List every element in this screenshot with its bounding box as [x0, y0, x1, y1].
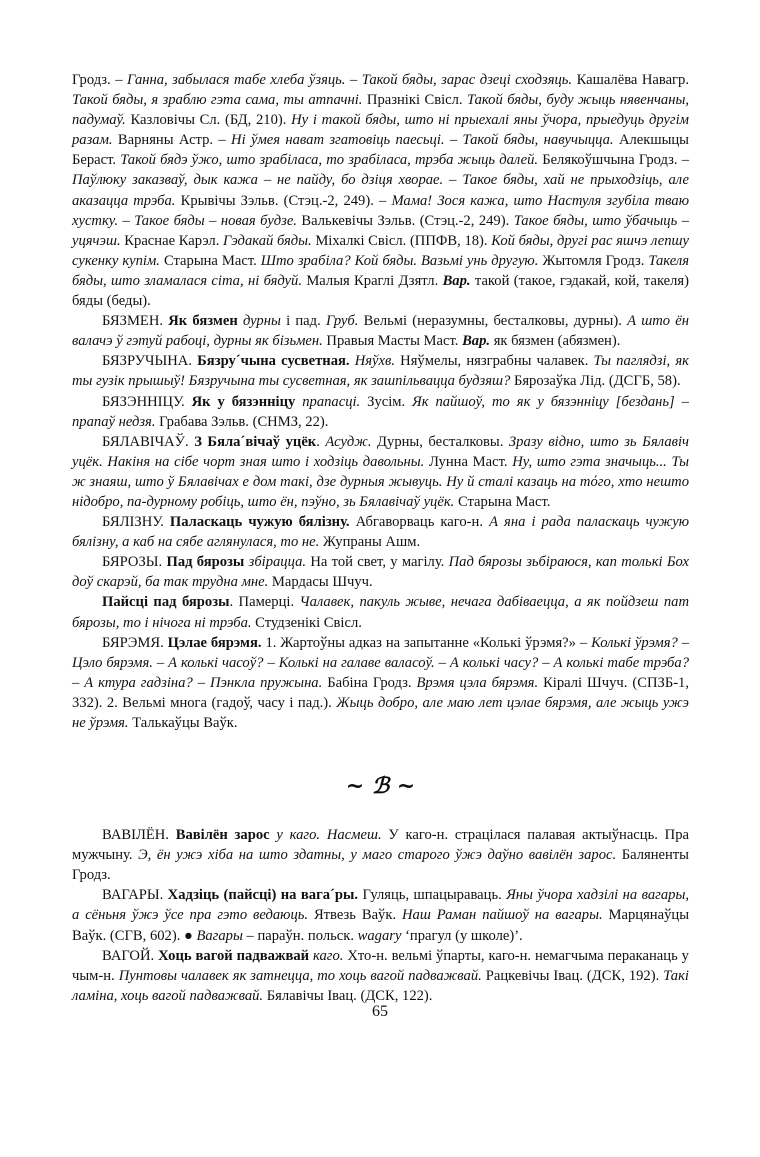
- headword-phrase: Хоць вагой падважвай: [158, 947, 310, 964]
- entry-text: БЯЗРУЧЫНА.: [102, 353, 198, 370]
- entry-text: Валькевічы Зэльв. (Стэц.-2, 249).: [296, 212, 514, 229]
- dictionary-entry: [72, 825, 689, 885]
- example-text: Такой бяды, буду жыць нявенчаны, падумаў.: [72, 92, 690, 129]
- entry-text: як бязмен (абязмен).: [490, 333, 621, 350]
- entry-text: Зусім.: [360, 393, 413, 410]
- entry-text: ВАГОЙ.: [102, 947, 159, 964]
- dictionary-entries-letter-v: [72, 825, 689, 1006]
- dictionary-entry: [72, 512, 689, 552]
- example-text: прапасці.: [295, 393, 361, 410]
- dictionary-entry: [72, 633, 689, 733]
- dictionary-entry: [72, 592, 689, 632]
- example-text: Такой бяды, я зраблю гэта сама, ты атпачні.: [72, 92, 363, 109]
- entry-text: 1. Жартоўны адказ на запытанне «Колькі ўрэмя?» –: [261, 634, 592, 651]
- entry-text: Празнікі Свісл.: [362, 92, 468, 109]
- entry-text: У каго-н. страцілася палавая актыўнасць. Пра мужчыну.: [72, 827, 689, 864]
- dictionary-entry: [72, 311, 689, 351]
- example-text: Наш Раман пайшоў на вагары.: [402, 907, 603, 924]
- entry-text: Баляненты Гродз.: [72, 847, 689, 884]
- example-text: wagary: [357, 927, 402, 944]
- entry-text: ВАГАРЫ.: [102, 887, 168, 904]
- entry-text: Старына Маст.: [159, 252, 261, 269]
- entry-text: Бялавічы Івац. (ДСК, 122).: [263, 987, 433, 1004]
- example-text: Пунтовы чалавек як затнецца, то хоць вагой падважвай.: [118, 967, 482, 984]
- example-text: Такеля бяды, што зламалася сіта, ні бядуй.: [72, 252, 689, 289]
- headword-phrase: Вавілён зарос: [175, 827, 270, 844]
- entry-text: Правыя Масты Маст.: [322, 333, 463, 350]
- entry-text: Малыя Краглі Дзятл.: [301, 272, 443, 289]
- example-text: Такі ламіна, хоць вагой падважвай.: [72, 967, 689, 1004]
- dictionary-entry: [72, 946, 689, 1006]
- entry-text: Краснае Карэл.: [120, 232, 224, 249]
- variant-label: Вар.: [442, 272, 471, 289]
- example-text: Вагары: [196, 927, 243, 944]
- headword-phrase: Хадзіць (пайсці) на вага´ры.: [167, 887, 359, 904]
- example-text: А што ён валачэ ў гэтуй рабоці, дурны як бізьмен.: [72, 313, 689, 350]
- example-text: Ну, што гэта значыць... Ты ж знаяш, што ў Бялавічах е дом такі, дзе дурныя жывуць. Ну й сталі казаць на тόго, хто нешто нідобро, па-дурному робіць, што ён, пэўно, зь Бялавічаў уцёк.: [72, 453, 690, 510]
- entry-text: Бярозаўка Лід. (ДСГБ, 58).: [510, 373, 681, 390]
- entry-text: Міхалкі Свісл. (ППФВ, 18).: [311, 232, 492, 249]
- example-text: каго.: [309, 947, 344, 964]
- headword-phrase: З Бяла´вічаў уцёк: [194, 433, 317, 450]
- example-text: збірацца.: [244, 554, 307, 571]
- headword-phrase: Як бязмен: [168, 313, 238, 330]
- example-text: Кой бяды, другі рас яшчэ лепшу сукенку купім.: [72, 232, 690, 269]
- entry-text: Вельмі (неразумны, бесталковы, дурны).: [358, 313, 628, 330]
- example-text: Што зрабіла? Кой бяды. Вазьмі унь другую.: [260, 252, 539, 269]
- example-text: Груб.: [325, 313, 359, 330]
- example-text: Асудж.: [325, 433, 372, 450]
- example-text: Ну і такой бяды, што ні прыехалі яны ўчора, прыедуць другім разам.: [72, 112, 689, 149]
- entry-text: Варняны Астр. –: [112, 132, 232, 149]
- example-text: у каго. Насмеш.: [269, 827, 382, 844]
- headword-phrase: Паласкаць чужую бялізну.: [169, 514, 350, 531]
- entry-text: БЯЗЭННІЦУ.: [102, 393, 192, 410]
- example-text: Такой бядэ ўжо, што зрабіласа, то зрабіласа, трэба жыць далей.: [120, 152, 539, 169]
- entry-text: і пад.: [280, 313, 326, 330]
- example-text: Пад бярозы зьбіраюся, кап толькі Бох доў скарэй, ба так трудна мне.: [72, 554, 689, 591]
- entry-text: Грабава Зэльв. (СНМЗ, 22).: [155, 413, 329, 430]
- entry-text: Мардасы Шчуч.: [268, 574, 373, 591]
- entry-text: такой (такое, гэдакай, кой, такеля) бяды (беды).: [72, 272, 689, 310]
- letter-section-divider: ~ ℬ ~: [345, 773, 416, 800]
- page-body: [72, 70, 689, 1006]
- entry-text: Алекшыцы Бераст.: [72, 132, 689, 169]
- dictionary-entry: [72, 552, 689, 592]
- entry-text: На той свет, у магілу.: [306, 554, 449, 571]
- entry-text: Гуляць, шпацыраваць.: [358, 887, 507, 904]
- entry-text: Талькаўцы Ваўк.: [128, 715, 238, 731]
- entry-text: ВАВІЛЁН.: [102, 827, 176, 844]
- entry-text: БЯРЭМЯ.: [102, 634, 168, 651]
- entry-text: Студзенікі Свісл.: [251, 614, 362, 631]
- entry-text: Жупраны Ашм.: [319, 534, 421, 551]
- entry-text: Казловічы Сл. (БД, 210).: [125, 112, 292, 129]
- entry-text: Абгаворваць каго-н.: [349, 514, 490, 531]
- dictionary-entry: [72, 885, 689, 945]
- entry-text: Старына Маст.: [454, 493, 551, 510]
- example-text: Жыць добро, але маю лет цэлае бярэмя, але жыць ужэ не ўрэмя.: [72, 694, 689, 731]
- example-text: Такое бяды, што ўбачыць – уцячэш.: [72, 212, 689, 249]
- entry-text: Белякоўшчына Гродз. –: [538, 152, 689, 169]
- entry-text: ‘прагул (у школе)’.: [401, 927, 523, 944]
- entry-text: . Памерці.: [229, 594, 300, 611]
- dictionary-entry: [72, 392, 689, 432]
- example-text: Паўлюку заказваў, дык кажа – не пайду, бо дзіця хворае. – Такое бяды, хай не прыходзіць, але аказацца трэба.: [72, 172, 689, 209]
- headword-phrase: Бязру´чына сусветная.: [197, 353, 350, 370]
- example-text: Э, ён ужэ хіба на што здатны, у маго старого ўжэ даўно вавілён зарос.: [138, 847, 617, 864]
- example-text: Колькі ўрэмя? – Цэло бярэмя. – А колькі часоў? – Колькі на галаве валасоў. – А колькі часу? – А колькі табе трэба? – А ктура гадзіна? – Пэнкла пружына.: [72, 634, 689, 691]
- entry-text: БЯЗМЕН.: [102, 313, 169, 330]
- entry-text: Бабіна Гродз.: [322, 674, 417, 691]
- entry-text: БЯЛАВІЧАЎ.: [102, 433, 195, 450]
- page-number: 65: [372, 1003, 388, 1020]
- example-text: Няўхв.: [349, 353, 395, 370]
- example-text: Зразу відно, што зь Бялавіч уцёк. Накіня на сібе чорт зная што і ходзіць давольны.: [72, 433, 689, 470]
- example-text: Як пайшоў, то як у бязэнніцу [бездань] – прапаў недзя.: [72, 393, 689, 430]
- example-text: Ты паглядзі, як ты гузік прышыў! Бязручына ты сусветная, як зашпільваццa будзяш?: [72, 353, 689, 390]
- dictionary-entries: [72, 70, 689, 733]
- example-text: дурны: [237, 313, 281, 330]
- entry-text: Дурны, бесталковы.: [371, 433, 509, 450]
- entry-text: Рацкевічы Івац. (ДСК, 192).: [481, 967, 664, 984]
- entry-text: Крывічы Зэльв. (Стэц.-2, 249). –: [175, 192, 392, 209]
- example-text: Гэдакай бяды.: [223, 232, 312, 249]
- entry-text: Жытомля Гродз.: [538, 252, 649, 269]
- example-text: Врэмя цэла бярэмя.: [416, 674, 539, 691]
- entry-text: Кіралі Шчуч. (СПЗБ-1, 332). 2. Вельмі многа (гадоў, часу і пад.).: [72, 674, 689, 711]
- entry-text: Лунна Маст.: [424, 453, 513, 470]
- entry-text: Няўмелы, нязграбны чалавек.: [395, 353, 594, 370]
- example-text: Яны ўчора хадзілі на вагары, а сёньня ўжэ ўсе пра гэто ведаюць.: [72, 887, 689, 924]
- entry-text: Гродз. –: [72, 72, 127, 88]
- entry-text: Кашалёва Навагр.: [572, 72, 689, 88]
- entry-text: БЯРОЗЫ.: [102, 554, 167, 571]
- entry-text: – параўн. польск.: [242, 927, 358, 944]
- entry-text: Марцянаўцы Ваўк. (СГВ, 602). ●: [72, 907, 689, 944]
- example-text: А яна і рада паласкаць чужую бялізну, а каб на сябе аглянулася, то не.: [72, 514, 689, 551]
- dictionary-entry: [72, 432, 689, 512]
- example-text: Мама! Зося кажа, што Настуля згубіла тваю хустку. – Такое бяды – новая будзе.: [72, 192, 689, 229]
- headword-phrase: Як у бязэнніцу: [191, 393, 296, 410]
- example-text: Чалавек, пакуль жыве, нечага дабіваецца, а як пойдзеш пат бярозы, то і нічога ні трэба.: [72, 594, 690, 631]
- entry-text: Ятвезь Ваўк.: [308, 907, 403, 924]
- headword-phrase: Цэлае бярэмя.: [167, 634, 262, 651]
- entry-text: БЯЛІЗНУ.: [102, 514, 170, 531]
- example-text: Ні ўмея нават згатовіць паесьці. – Такой бяды, навучыцца.: [231, 132, 614, 149]
- dictionary-entry: [72, 70, 689, 311]
- entry-text: .: [316, 433, 326, 450]
- headword-phrase: Пайсці пад бярозы: [102, 594, 230, 611]
- entry-text: Хто-н. вельмі ўпарты, каго-н. немагчыма пераканаць у чым-н.: [72, 947, 689, 984]
- variant-label: Вар.: [462, 333, 491, 350]
- example-text: Ганна, забылася табе хлеба ўзяць. – Такой бяды, зарас дзеці сходзяць.: [127, 72, 573, 88]
- headword-phrase: Пад бярозы: [166, 554, 245, 571]
- dictionary-entry: [72, 351, 689, 391]
